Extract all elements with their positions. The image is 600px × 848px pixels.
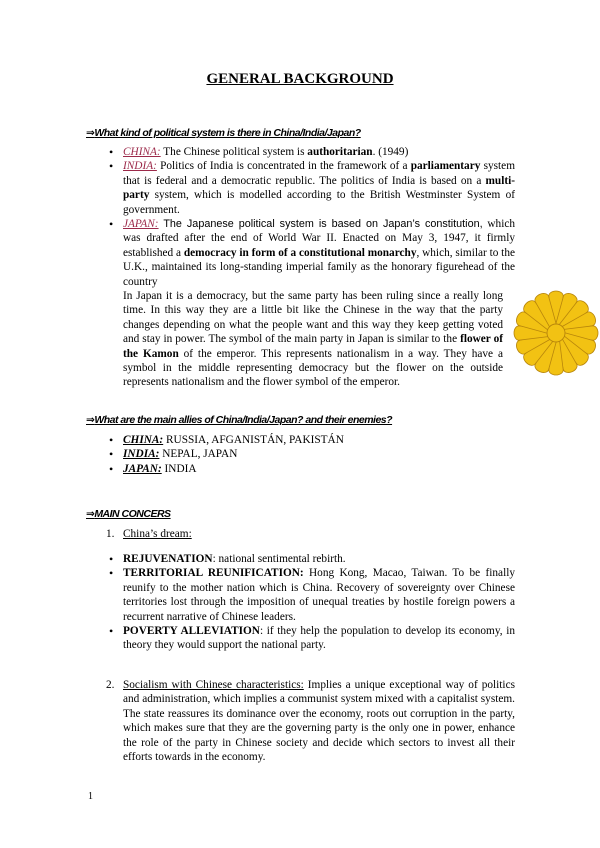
item-text: : if they help the population to develop its economy, in theory they would support the national party.	[123, 625, 515, 652]
item-bold: REJUVENATION	[123, 553, 213, 565]
arrow-icon: ⇒	[86, 414, 95, 426]
numbered-item-1	[106, 527, 192, 541]
question-text: What kind of political system is there in China/India/Japan?	[94, 127, 361, 139]
numbered-item-2	[106, 678, 515, 764]
japan-paragraph	[123, 289, 503, 390]
country-label: JAPAN:	[123, 462, 162, 475]
list-item-rejuvenation	[123, 552, 515, 566]
country-label: INDIA:	[123, 160, 157, 173]
paragraph-text: of the emperor. This represents nationalism in a way. They have a symbol in the middle representing democracy but the flower on the outside represents nationalism and the flower symbol of the emperor.	[123, 347, 503, 389]
item-text: which was drafted after the end of World War II. Enacted on May 3, 1947, it firmly established a	[123, 218, 515, 259]
item-bold: authoritarian	[307, 146, 373, 158]
country-label: CHINA:	[123, 146, 161, 158]
political-system-list	[123, 145, 515, 289]
country-label: INDIA:	[123, 448, 160, 461]
item-text: system that is federal and a democratic republic. The politics of India is based on a	[123, 160, 515, 187]
list-item-japan	[123, 462, 503, 476]
chrysanthemum-emblem-icon	[512, 289, 600, 377]
arrow-icon: ⇒	[86, 127, 95, 139]
item-number: 1.	[106, 528, 115, 540]
item-number: 2.	[106, 679, 115, 691]
item-text: RUSSIA, AFGANISTÁN, PAKISTÁN	[163, 434, 344, 446]
page-title: GENERAL BACKGROUND	[206, 71, 394, 87]
concerns-list	[123, 552, 515, 653]
item-bold: TERRITORIAL REUNIFICATION:	[123, 567, 304, 580]
list-item-japan	[123, 217, 515, 289]
item-text: system, which is modelled according to the British Westminster System of government.	[123, 189, 515, 216]
allies-list	[123, 433, 503, 476]
question-heading-allies	[86, 413, 392, 427]
paragraph-text: In Japan it is a democracy, but the same party has been ruling since a really long time. In this way they are a little bit like the Chinese in the way that the party changes depending on what the people want and this way they keep getting voted and stay in power. The symbol of the main party in Japan is similar to the	[123, 290, 503, 346]
item-text: : national sentimental rebirth.	[212, 553, 346, 565]
item-text: The Japanese political system is based on Japan’s constitution,	[158, 218, 483, 231]
item-label: China’s dream:	[123, 528, 192, 540]
list-item-reunification	[123, 566, 515, 624]
item-text: NEPAL, JAPAN	[159, 448, 238, 461]
item-text: , which, similar to the U.K., maintained its long-standing imperial family as the honorary figurehead of the country	[123, 246, 515, 288]
list-item-india	[123, 447, 503, 461]
item-label: Socialism with Chinese characteristics:	[123, 679, 304, 691]
item-text: Hong Kong, Macao, Taiwan. To be finally reunify to the mother nation which is China. Recovery of sovereignty over Chinese territories lost through the imposition of unequal treaties by hostile foreign powers a recurrent narrative of Chinese leaders.	[123, 567, 516, 623]
item-bold: parliamentary	[410, 160, 481, 173]
country-label: CHINA:	[123, 434, 164, 446]
item-text: INDIA	[161, 462, 197, 475]
item-bold: democracy in form of a constitutional monarchy	[183, 246, 417, 259]
question-text: MAIN CONCERS	[94, 508, 171, 520]
item-bold: POVERTY ALLEVIATION	[123, 625, 260, 638]
item-bold: multi-party	[123, 174, 515, 202]
list-item-india	[123, 159, 515, 217]
question-heading-political-system	[86, 126, 361, 140]
item-text: . (1949)	[372, 146, 409, 158]
list-item-poverty	[123, 624, 515, 653]
page-number: 1	[88, 791, 93, 802]
question-text: What are the main allies of China/India/Japan? and their enemies?	[94, 414, 393, 426]
question-heading-main-concerns	[86, 507, 171, 521]
country-label: JAPAN:	[123, 218, 159, 231]
item-text: The Chinese political system is	[160, 146, 308, 158]
arrow-icon: ⇒	[86, 508, 95, 520]
item-text: Implies a unique exceptional way of politics and administration, which implies a communist system mixed with a capitalist system. The state reassures its dominance over the economy, roots out corruption in the party, which makes sure that they are the governing party is the only one in power, enhance the role of the party in Chinese society and decide which sectors to invest all their efforts towards in the economy.	[123, 679, 515, 764]
list-item-china	[123, 145, 515, 159]
list-item-china	[123, 433, 503, 447]
paragraph-bold: flower of the Kamon	[123, 333, 503, 360]
item-text: Politics of India is concentrated in the framework of a	[156, 160, 411, 173]
